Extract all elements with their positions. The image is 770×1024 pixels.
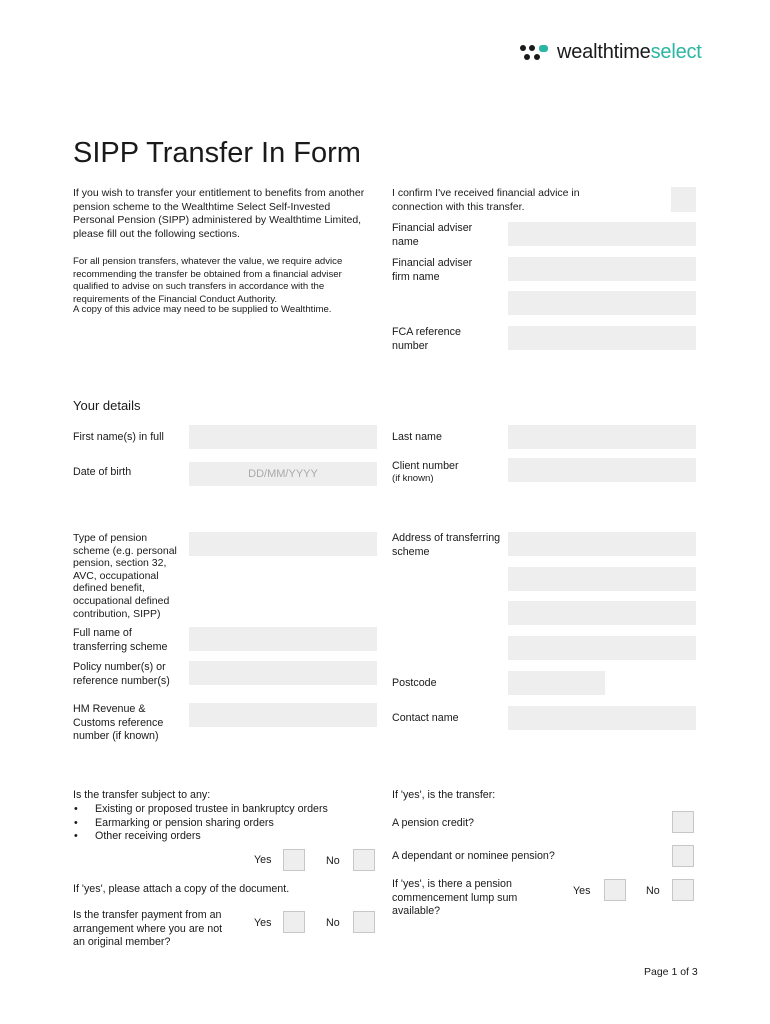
- policy-number-field[interactable]: [189, 661, 377, 685]
- wealthtime-select-logo: [520, 42, 730, 64]
- adviser-firm-label: Financial adviser firm name: [392, 257, 473, 283]
- scheme-address-line1[interactable]: [508, 532, 696, 556]
- subject-yes-label: Yes: [254, 854, 272, 866]
- scheme-name-label: Full name of transferring scheme: [73, 627, 168, 653]
- pension-type-label: [73, 532, 181, 620]
- pension-credit-checkbox[interactable]: [672, 811, 694, 833]
- lump-sum-no-label: No: [646, 885, 660, 897]
- postcode-field[interactable]: [508, 671, 605, 695]
- lump-sum-yes-label: Yes: [573, 885, 591, 897]
- adviser-name-label: Financial adviser name: [392, 222, 473, 248]
- advice-confirm-label: I confirm I've received financial advice in connection with this transfer.: [392, 187, 580, 213]
- date-of-birth-placeholder: DD/MM/YYYY: [248, 468, 318, 480]
- last-name-label: Last name: [392, 431, 442, 443]
- date-of-birth-label: Date of birth: [73, 466, 132, 478]
- logo-dot: [524, 54, 530, 60]
- policy-number-label: Policy number(s) or reference number(s): [73, 661, 170, 687]
- adviser-firm-field-line2[interactable]: [508, 291, 696, 315]
- hmrc-reference-field[interactable]: [189, 703, 377, 727]
- transfer-subject-label: Is the transfer subject to any:: [73, 789, 211, 801]
- original-member-question: Is the transfer payment from an arrangement where you are not an original member?: [73, 909, 223, 949]
- pension-credit-label: A pension credit?: [392, 817, 474, 829]
- logo-dot: [529, 45, 535, 51]
- pension-type-field[interactable]: [189, 532, 377, 556]
- scheme-address-line4[interactable]: [508, 636, 696, 660]
- fca-reference-field[interactable]: [508, 326, 696, 350]
- client-number-sublabel: (if known): [392, 473, 434, 484]
- logo-dot: [534, 54, 540, 60]
- scheme-address-line3[interactable]: [508, 601, 696, 625]
- scheme-address-line2[interactable]: [508, 567, 696, 591]
- if-yes-transfer-label: If 'yes', is the transfer:: [392, 789, 496, 801]
- original-member-no-checkbox[interactable]: [353, 911, 375, 933]
- postcode-label: Postcode: [392, 677, 437, 689]
- scheme-name-field[interactable]: [189, 627, 377, 651]
- advice-requirement-paragraph: For all pension transfers, whatever the value, we require advice recommending the transfer be obtained from a financial adviser qualified to advise on such transfers in accordance with the requirements of the Financial Conduct Authority.: [73, 256, 343, 305]
- logo-dot: [520, 45, 526, 51]
- page-number: Page 1 of 3: [644, 966, 698, 978]
- original-member-no-label: No: [326, 917, 340, 929]
- contact-name-field[interactable]: [508, 706, 696, 730]
- lump-sum-question: If 'yes', is there a pension commencement lump sum available?: [392, 878, 518, 918]
- logo-text-wealthtime: wealthtime: [557, 41, 651, 63]
- advice-copy-note: A copy of this advice may need to be supplied to Wealthtime.: [73, 304, 332, 315]
- dependant-pension-label: A dependant or nominee pension?: [392, 850, 555, 862]
- first-names-field[interactable]: [189, 425, 377, 449]
- lump-sum-no-checkbox[interactable]: [672, 879, 694, 901]
- pension-type-label-text: Type of pension scheme (e.g. personal pension, section 32, AVC, occupational defined benefit, occupational defined contribution, SIPP): [73, 532, 177, 620]
- contact-name-label: Contact name: [392, 712, 459, 724]
- page-title: SIPP Transfer In Form: [73, 137, 361, 169]
- advice-confirm-checkbox[interactable]: [671, 187, 696, 212]
- list-item: • Existing or proposed trustee in bankruptcy orders: [73, 803, 373, 817]
- list-item: • Other receiving orders: [73, 830, 373, 844]
- client-number-label: Client number: [392, 460, 459, 472]
- fca-reference-label: FCA reference number: [392, 326, 461, 352]
- subject-yes-checkbox[interactable]: [283, 849, 305, 871]
- adviser-name-field[interactable]: [508, 222, 696, 246]
- adviser-firm-field[interactable]: [508, 257, 696, 281]
- lump-sum-yes-checkbox[interactable]: [604, 879, 626, 901]
- list-item: • Earmarking or pension sharing orders: [73, 817, 373, 831]
- first-names-label: First name(s) in full: [73, 431, 164, 443]
- hmrc-reference-label: HM Revenue & Customs reference number (if known): [73, 703, 164, 743]
- your-details-heading: Your details: [73, 398, 141, 413]
- original-member-yes-label: Yes: [254, 917, 272, 929]
- logo-text-select: select: [650, 41, 702, 63]
- attach-document-note: If 'yes', please attach a copy of the document.: [73, 883, 290, 895]
- scheme-address-label: Address of transferring scheme: [392, 532, 501, 558]
- intro-paragraph: If you wish to transfer your entitlement to benefits from another pension scheme to the Wealthtime Select Self-Invested Personal Pension (SIPP) administered by Wealthtime Limited, please fill out the following sections.: [73, 187, 365, 240]
- dependant-pension-checkbox[interactable]: [672, 845, 694, 867]
- transfer-subject-list: [73, 803, 373, 844]
- last-name-field[interactable]: [508, 425, 696, 449]
- original-member-yes-checkbox[interactable]: [283, 911, 305, 933]
- subject-no-label: No: [326, 855, 340, 867]
- client-number-field[interactable]: [508, 458, 696, 482]
- logo-dot: [539, 45, 548, 52]
- subject-no-checkbox[interactable]: [353, 849, 375, 871]
